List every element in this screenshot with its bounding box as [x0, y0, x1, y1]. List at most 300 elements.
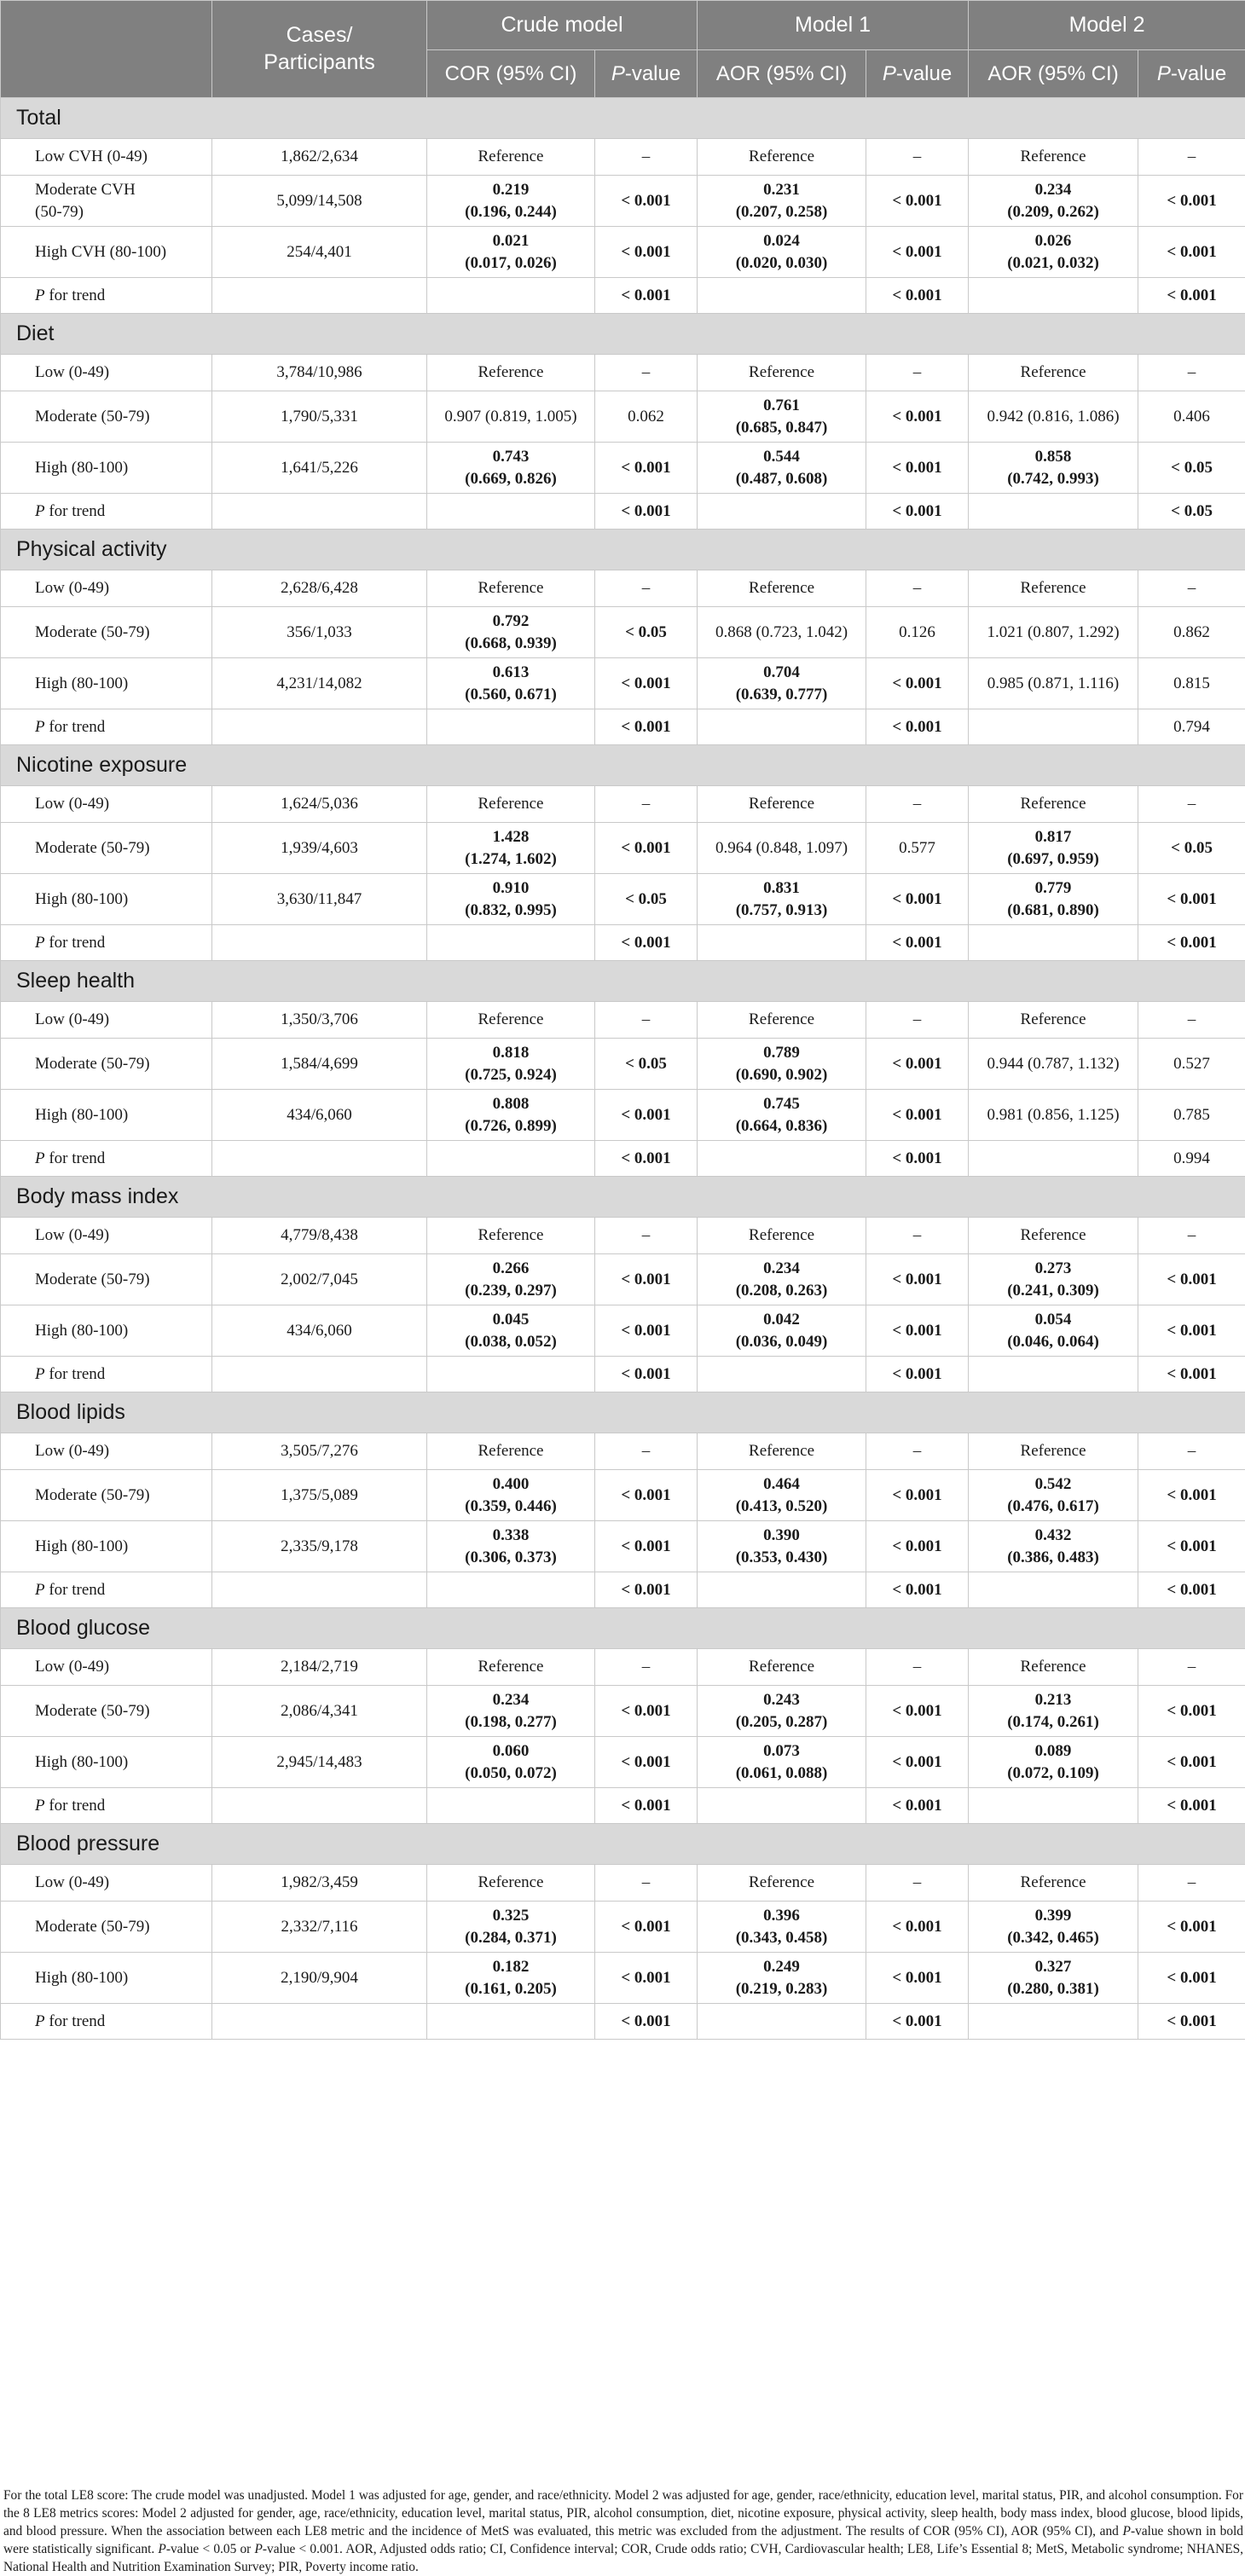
p-value-cell: [866, 1865, 969, 1902]
header-pvalue: [866, 50, 969, 98]
cell-line: Moderate (50-79): [35, 1918, 150, 1936]
p-value-cell: [1138, 925, 1245, 961]
cell-line: Moderate (50-79): [35, 1055, 150, 1073]
cell-line: < 0.001: [892, 459, 941, 477]
cell-line: 0.792: [493, 612, 530, 630]
p-value-cell: [1138, 1902, 1245, 1953]
cell-line: 0.910: [493, 879, 530, 897]
cell-line: < 0.05: [1171, 839, 1213, 857]
odds-ratio-cell: [427, 1433, 595, 1470]
cell-line: (0.726, 0.899): [465, 1117, 557, 1135]
p-value-cell: [866, 925, 969, 961]
cell-line: 0.779: [1035, 879, 1072, 897]
table-row: [1, 1572, 1245, 1608]
cell-line: (0.198, 0.277): [465, 1713, 557, 1731]
p-value-cell: [866, 1737, 969, 1788]
section-title: Sleep health: [1, 961, 1245, 1002]
p-value-cell: [595, 1254, 698, 1305]
section-row: [1, 1177, 1245, 1218]
cell-line: < 0.001: [1167, 1271, 1216, 1288]
odds-ratio-cell: [698, 1572, 866, 1608]
odds-ratio-cell: [427, 443, 595, 494]
cases-participants: 2,002/7,045: [212, 1254, 427, 1305]
p-value-cell: [595, 1737, 698, 1788]
trend-suffix: for trend: [45, 1365, 106, 1383]
p-value-cell: [866, 1141, 969, 1177]
trend-suffix: for trend: [45, 934, 106, 952]
row-label: [1, 1090, 212, 1141]
cell-line: 0.182: [493, 1958, 530, 1976]
cell-line: 0.231: [763, 181, 800, 199]
cell-line: –: [913, 1226, 922, 1244]
p-value-cell: [595, 874, 698, 925]
cell-line: Reference: [478, 1010, 544, 1028]
row-label: [1, 494, 212, 530]
table-row: [1, 443, 1245, 494]
cell-line: 0.243: [763, 1691, 800, 1709]
odds-ratio-cell: [427, 1470, 595, 1521]
cell-line: High CVH (80-100): [35, 243, 166, 261]
cell-line: 0.808: [493, 1095, 530, 1113]
row-label: [1, 1788, 212, 1824]
p-suffix: -value: [1171, 62, 1226, 85]
p-value-cell: [595, 1433, 698, 1470]
cell-line: (0.205, 0.287): [736, 1713, 828, 1731]
p-value-cell: [1138, 176, 1245, 227]
cell-line: 0.818: [493, 1044, 530, 1062]
p-value-cell: [1138, 1141, 1245, 1177]
header-row-1: [1, 1, 1245, 50]
p-value-cell: [866, 607, 969, 658]
odds-ratio-cell: [698, 1737, 866, 1788]
cell-line: 0.219: [493, 181, 530, 199]
row-label: [1, 2004, 212, 2040]
cell-line: 0.743: [493, 448, 530, 466]
p-value-cell: [595, 709, 698, 745]
odds-ratio-cell: [698, 1039, 866, 1090]
odds-ratio-cell: [698, 1470, 866, 1521]
row-label: [1, 1902, 212, 1953]
cell-line: High (80-100): [35, 459, 128, 477]
p-value-cell: [1138, 823, 1245, 874]
cases-participants: 1,982/3,459: [212, 1865, 427, 1902]
cell-line: < 0.001: [892, 1106, 941, 1124]
row-label: [1, 443, 212, 494]
cases-participants: 1,641/5,226: [212, 443, 427, 494]
cell-line: (0.353, 0.430): [736, 1548, 828, 1566]
row-label: [1, 1254, 212, 1305]
section-row: [1, 961, 1245, 1002]
p-value-cell: [595, 139, 698, 176]
cell-line: 0.815: [1173, 674, 1210, 692]
trend-suffix: for trend: [45, 1797, 106, 1815]
p-value-cell: [866, 658, 969, 709]
cell-line: (0.476, 0.617): [1007, 1497, 1099, 1515]
cell-line: 0.234: [493, 1691, 530, 1709]
cases-participants: 3,784/10,986: [212, 355, 427, 391]
header-model-2: Model 2: [969, 1, 1245, 50]
cell-line: Moderate (50-79): [35, 1486, 150, 1504]
cell-line: Reference: [1021, 795, 1086, 813]
odds-ratio-cell: [969, 570, 1138, 607]
p-value-cell: [866, 2004, 969, 2040]
p-value-cell: [1138, 1090, 1245, 1141]
p-value-cell: [595, 1902, 698, 1953]
table-row: [1, 709, 1245, 745]
odds-ratio-cell: [427, 1305, 595, 1357]
p-value-cell: [595, 1090, 698, 1141]
section-row: [1, 1392, 1245, 1433]
cell-line: –: [1188, 1873, 1196, 1891]
odds-ratio-cell: [698, 2004, 866, 2040]
p-value-cell: [866, 1521, 969, 1572]
cases-participants: 1,375/5,089: [212, 1470, 427, 1521]
p-value-cell: [595, 1470, 698, 1521]
cell-line: (0.697, 0.959): [1007, 850, 1099, 868]
p-value-cell: [595, 391, 698, 443]
cell-line: Reference: [478, 1226, 544, 1244]
cases-participants: 2,184/2,719: [212, 1649, 427, 1686]
row-label: [1, 391, 212, 443]
odds-ratio-cell: [427, 925, 595, 961]
table-row: [1, 2004, 1245, 2040]
cases-participants: 3,630/11,847: [212, 874, 427, 925]
cell-line: Low (0-49): [35, 1442, 109, 1460]
footnote-text: -value shown in bold were statistically significant.: [3, 2524, 1243, 2556]
odds-ratio-cell: [698, 925, 866, 961]
cases-participants: 356/1,033: [212, 607, 427, 658]
section-row: [1, 1608, 1245, 1649]
odds-ratio-cell: [427, 786, 595, 823]
cell-line: –: [1188, 579, 1196, 597]
cell-line: < 0.001: [1167, 1365, 1216, 1383]
trend-suffix: for trend: [45, 718, 106, 736]
cell-line: Low (0-49): [35, 795, 109, 813]
cell-line: < 0.001: [621, 718, 670, 736]
odds-ratio-cell: [698, 1521, 866, 1572]
cell-line: (0.046, 0.064): [1007, 1333, 1099, 1351]
table-row: [1, 1433, 1245, 1470]
p-value-cell: [1138, 1686, 1245, 1737]
odds-ratio-cell: [969, 278, 1138, 314]
cell-line: High (80-100): [35, 1106, 128, 1124]
trend-suffix: for trend: [45, 2012, 106, 2030]
cell-line: < 0.05: [1171, 459, 1213, 477]
cell-line: –: [1188, 1010, 1196, 1028]
header-crude-model: Crude model: [427, 1, 698, 50]
cases-participants: [212, 1788, 427, 1824]
cell-line: < 0.001: [621, 2012, 670, 2030]
odds-ratio-cell: [969, 1141, 1138, 1177]
cell-line: < 0.001: [1167, 1969, 1216, 1987]
odds-ratio-cell: [969, 786, 1138, 823]
cell-line: (0.017, 0.026): [465, 254, 557, 272]
row-label: [1, 1737, 212, 1788]
cell-line: 0.273: [1035, 1259, 1072, 1277]
cell-line: 0.817: [1035, 828, 1072, 846]
row-label: [1, 139, 212, 176]
p-value-cell: [595, 1305, 698, 1357]
cell-line: –: [642, 795, 651, 813]
row-label: [1, 786, 212, 823]
odds-ratio-cell: [427, 176, 595, 227]
odds-ratio-cell: [427, 1865, 595, 1902]
p-value-cell: [866, 1305, 969, 1357]
p-value-cell: [595, 494, 698, 530]
odds-ratio-cell: [969, 1865, 1138, 1902]
footnote-text: P: [254, 2542, 262, 2556]
cell-line: 0.213: [1035, 1691, 1072, 1709]
cell-line: 0.325: [493, 1907, 530, 1925]
p-value-cell: [1138, 1649, 1245, 1686]
odds-ratio-cell: [427, 874, 595, 925]
p-value-cell: [595, 925, 698, 961]
cell-line: Low (0-49): [35, 363, 109, 381]
cases-participants: 2,332/7,116: [212, 1902, 427, 1953]
cell-line: (0.209, 0.262): [1007, 203, 1099, 221]
p-value-cell: [866, 709, 969, 745]
odds-ratio-cell: [969, 1218, 1138, 1254]
cell-line: Low (0-49): [35, 1010, 109, 1028]
cell-line: (0.161, 0.205): [465, 1980, 557, 1998]
section-row: [1, 314, 1245, 355]
p-value-cell: [866, 1218, 969, 1254]
table-row: [1, 176, 1245, 227]
odds-ratio-cell: [969, 1305, 1138, 1357]
odds-ratio-cell: [698, 786, 866, 823]
table-row: [1, 1254, 1245, 1305]
p-letter: P: [35, 718, 45, 736]
cell-line: < 0.001: [621, 1918, 670, 1936]
cell-line: Reference: [1021, 1873, 1086, 1891]
cell-line: Reference: [478, 579, 544, 597]
cell-line: < 0.001: [1167, 2012, 1216, 2030]
p-letter: P: [35, 934, 45, 952]
cell-line: < 0.001: [892, 243, 941, 261]
cell-line: 0.868 (0.723, 1.042): [715, 623, 848, 641]
row-label: [1, 1039, 212, 1090]
p-value-cell: [595, 570, 698, 607]
odds-ratio-cell: [969, 2004, 1138, 2040]
odds-ratio-cell: [427, 1686, 595, 1737]
header-aor: AOR (95% CI): [698, 50, 866, 98]
cell-line: (0.690, 0.902): [736, 1066, 828, 1084]
row-label: [1, 1521, 212, 1572]
p-value-cell: [595, 443, 698, 494]
odds-ratio-cell: [698, 176, 866, 227]
odds-ratio-cell: [698, 1254, 866, 1305]
odds-ratio-cell: [427, 709, 595, 745]
cell-line: < 0.001: [892, 1918, 941, 1936]
cell-line: 0.024: [763, 232, 800, 250]
cell-line: 0.266: [493, 1259, 530, 1277]
odds-ratio-cell: [969, 823, 1138, 874]
odds-ratio-cell: [969, 1002, 1138, 1039]
p-value-cell: [866, 443, 969, 494]
cell-line: < 0.001: [1167, 1702, 1216, 1720]
table-row: [1, 786, 1245, 823]
p-value-cell: [595, 227, 698, 278]
cell-line: 0.089: [1035, 1742, 1072, 1760]
cell-line: 0.396: [763, 1907, 800, 1925]
table-row: [1, 570, 1245, 607]
table-row: [1, 1218, 1245, 1254]
odds-ratio-cell: [969, 139, 1138, 176]
header-cor: COR (95% CI): [427, 50, 595, 98]
table-row: [1, 227, 1245, 278]
cases-participants: 254/4,401: [212, 227, 427, 278]
cases-participants: [212, 494, 427, 530]
odds-ratio-cell: [698, 709, 866, 745]
table-row: [1, 1737, 1245, 1788]
cases-participants: [212, 1572, 427, 1608]
cases-participants: 5,099/14,508: [212, 176, 427, 227]
table-row: [1, 1788, 1245, 1824]
odds-ratio-cell: [427, 1254, 595, 1305]
odds-ratio-cell: [969, 874, 1138, 925]
odds-ratio-cell: [698, 1649, 866, 1686]
table-row: [1, 823, 1245, 874]
cell-line: 0.831: [763, 879, 800, 897]
odds-ratio-cell: [969, 709, 1138, 745]
p-value-cell: [866, 227, 969, 278]
p-value-cell: [1138, 1788, 1245, 1824]
cell-line: (0.241, 0.309): [1007, 1282, 1099, 1300]
cell-line: < 0.001: [621, 1322, 670, 1340]
odds-ratio-cell: [969, 1039, 1138, 1090]
row-label: [1, 1572, 212, 1608]
cell-line: Reference: [478, 148, 544, 165]
cell-line: –: [1188, 1226, 1196, 1244]
odds-ratio-cell: [427, 355, 595, 391]
p-value-cell: [1138, 139, 1245, 176]
odds-ratio-cell: [427, 2004, 595, 2040]
p-value-cell: [1138, 1218, 1245, 1254]
p-value-cell: [866, 1254, 969, 1305]
odds-ratio-cell: [698, 570, 866, 607]
p-value-cell: [866, 1953, 969, 2004]
table-row: [1, 1902, 1245, 1953]
p-value-cell: [595, 1357, 698, 1392]
odds-ratio-cell: [427, 823, 595, 874]
cell-line: High (80-100): [35, 1537, 128, 1555]
odds-ratio-cell: [427, 1649, 595, 1686]
cell-line: < 0.001: [892, 1322, 941, 1340]
cell-line: –: [642, 148, 651, 165]
cell-line: (0.021, 0.032): [1007, 254, 1099, 272]
p-value-cell: [866, 1357, 969, 1392]
odds-ratio-cell: [969, 494, 1138, 530]
p-value-cell: [866, 1649, 969, 1686]
p-letter: P: [35, 2012, 45, 2030]
odds-ratio-cell: [427, 1357, 595, 1392]
odds-ratio-cell: [969, 1953, 1138, 2004]
odds-ratio-cell: [698, 494, 866, 530]
odds-ratio-cell: [969, 1686, 1138, 1737]
table-row: [1, 1090, 1245, 1141]
cell-line: 0.249: [763, 1958, 800, 1976]
cell-line: Reference: [749, 148, 814, 165]
p-value-cell: [595, 1218, 698, 1254]
p-letter: P: [35, 1581, 45, 1599]
cases-participants: 1,350/3,706: [212, 1002, 427, 1039]
cell-line: Reference: [1021, 148, 1086, 165]
row-label: [1, 176, 212, 227]
cell-line: 0.964 (0.848, 1.097): [715, 839, 848, 857]
cases-participants: [212, 709, 427, 745]
cell-line: –: [642, 1658, 651, 1676]
cell-line: (0.832, 0.995): [465, 901, 557, 919]
p-value-cell: [866, 1002, 969, 1039]
odds-ratio-cell: [969, 1572, 1138, 1608]
cell-line: < 0.001: [1167, 1797, 1216, 1815]
cell-line: 0.785: [1173, 1106, 1210, 1124]
odds-ratio-cell: [698, 1305, 866, 1357]
section-row: [1, 1824, 1245, 1865]
cell-line: (0.386, 0.483): [1007, 1548, 1099, 1566]
p-value-cell: [1138, 355, 1245, 391]
odds-ratio-cell: [427, 1737, 595, 1788]
footnote: [0, 2481, 1243, 2576]
cell-line: –: [913, 1658, 922, 1676]
odds-ratio-cell: [698, 658, 866, 709]
cases-participants: [212, 1357, 427, 1392]
footnote-text: P: [158, 2542, 165, 2556]
header-cases: Cases/ Participants: [212, 1, 427, 98]
odds-ratio-cell: [427, 570, 595, 607]
cell-line: < 0.001: [621, 1969, 670, 1987]
cell-line: 0.399: [1035, 1907, 1072, 1925]
cell-line: (50-79): [35, 203, 84, 221]
table-body: [1, 98, 1245, 2040]
odds-ratio-cell: [969, 1788, 1138, 1824]
odds-ratio-cell: [427, 494, 595, 530]
footnote-text: For the total LE8 score: The crude model was unadjusted. Model 1 was adjusted for age, gender, and race/ethnicity. Model 2 was adjusted for age, gender, race/ethnicity, education level, marital status, PIR, and alcohol consumption. For the 8 LE8 metrics scores: Model 2 adjusted for gender, age, race/ethnicity, education level, marital status, PIR, alcohol consumption, diet, nicotine exposure, physical activity, sleep health, body mass index, blood glucose, blood lipids, and blood pressure. When the association between each LE8 metric and the incidence of MetS was evaluated, this metric was excluded from the adjustment. The results of COR (95% CI), AOR (95% CI), and: [3, 2488, 1243, 2538]
odds-ratio-cell: [969, 443, 1138, 494]
cell-line: Reference: [749, 363, 814, 381]
cell-line: –: [913, 795, 922, 813]
cell-line: < 0.001: [621, 674, 670, 692]
odds-ratio-cell: [698, 1865, 866, 1902]
p-letter: P: [611, 62, 625, 85]
cell-line: 0.126: [899, 623, 935, 641]
table-row: [1, 278, 1245, 314]
p-value-cell: [866, 823, 969, 874]
cell-line: < 0.001: [621, 192, 670, 210]
cell-line: (0.342, 0.465): [1007, 1929, 1099, 1947]
table-row: [1, 1305, 1245, 1357]
p-value-cell: [1138, 278, 1245, 314]
odds-ratio-cell: [427, 1521, 595, 1572]
odds-ratio-cell: [698, 1141, 866, 1177]
odds-ratio-cell: [969, 925, 1138, 961]
cell-line: (0.036, 0.049): [736, 1333, 828, 1351]
odds-ratio-cell: [969, 355, 1138, 391]
odds-ratio-cell: [969, 607, 1138, 658]
p-value-cell: [866, 494, 969, 530]
cell-line: (0.664, 0.836): [736, 1117, 828, 1135]
row-label: [1, 874, 212, 925]
table-row: [1, 139, 1245, 176]
cell-line: –: [642, 1442, 651, 1460]
odds-ratio-cell: [698, 1357, 866, 1392]
table-row: [1, 1953, 1245, 2004]
cell-line: < 0.001: [892, 1486, 941, 1504]
p-value-cell: [595, 1686, 698, 1737]
cell-line: Reference: [1021, 1226, 1086, 1244]
cell-line: 0.858: [1035, 448, 1072, 466]
cell-line: Moderate (50-79): [35, 1271, 150, 1288]
